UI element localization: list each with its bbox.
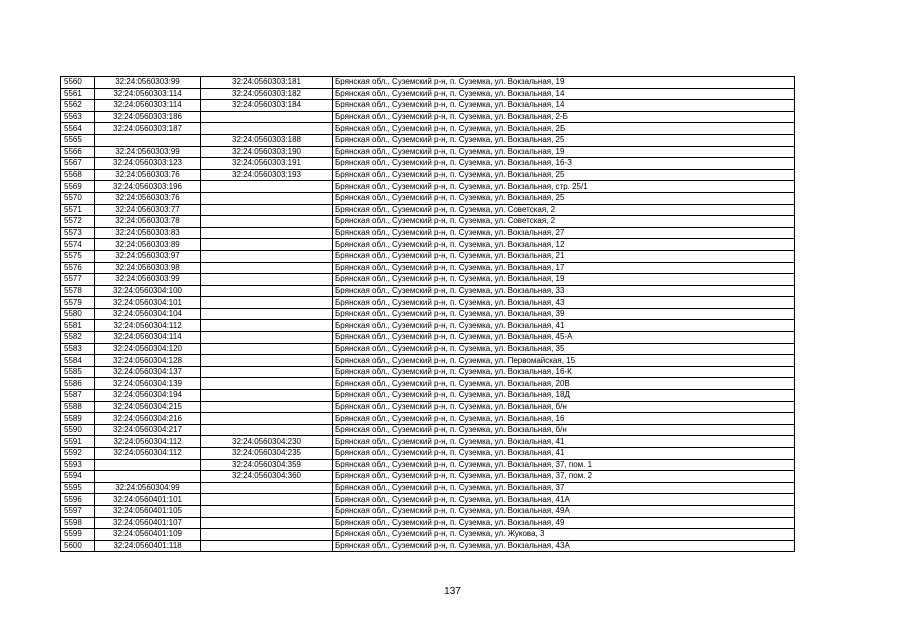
- table-row: [61, 540, 795, 552]
- table-row: [61, 169, 795, 181]
- cadastral-number-cell: 32:24:0560401:101: [95, 494, 201, 506]
- address-cell: Брянская обл., Суземский р-н, п. Суземка, ул. Вокзальная, 37: [333, 482, 795, 494]
- related-cadastral-number-cell: [201, 517, 333, 529]
- related-cadastral-number-cell: [201, 413, 333, 425]
- table-row: [61, 146, 795, 158]
- address-cell: Брянская обл., Суземский р-н, п. Суземка, ул. Вокзальная, 20В: [333, 378, 795, 390]
- cadastral-number-cell: 32:24:0560303:76: [95, 192, 201, 204]
- table-row: [61, 529, 795, 541]
- related-cadastral-number-cell: [201, 227, 333, 239]
- address-cell: Брянская обл., Суземский р-н, п. Суземка, ул. Вокзальная, 39: [333, 308, 795, 320]
- related-cadastral-number-cell: [201, 274, 333, 286]
- row-number-cell: 5563: [61, 111, 95, 123]
- address-cell: Брянская обл., Суземский р-н, п. Суземка, ул. Первомайская, 15: [333, 355, 795, 367]
- address-cell: Брянская обл., Суземский р-н, п. Суземка, ул. Жукова, 3: [333, 529, 795, 541]
- table-row: [61, 308, 795, 320]
- address-cell: Брянская обл., Суземский р-н, п. Суземка, ул. Вокзальная, 18Д: [333, 390, 795, 402]
- related-cadastral-number-cell: [201, 204, 333, 216]
- table-row: [61, 216, 795, 228]
- related-cadastral-number-cell: [201, 390, 333, 402]
- related-cadastral-number-cell: [201, 192, 333, 204]
- related-cadastral-number-cell: [201, 529, 333, 541]
- row-number-cell: 5566: [61, 146, 95, 158]
- table-row: [61, 134, 795, 146]
- cadastral-number-cell: 32:24:0560304:100: [95, 285, 201, 297]
- table-row: [61, 204, 795, 216]
- address-cell: Брянская обл., Суземский р-н, п. Суземка, ул. Вокзальная, 49А: [333, 505, 795, 517]
- address-cell: Брянская обл., Суземский р-н, п. Суземка, ул. Вокзальная, б/н: [333, 401, 795, 413]
- address-cell: Брянская обл., Суземский р-н, п. Суземка, ул. Вокзальная, 37, пом. 1: [333, 459, 795, 471]
- address-cell: Брянская обл., Суземский р-н, п. Суземка, ул. Вокзальная, 41: [333, 320, 795, 332]
- row-number-cell: 5561: [61, 88, 95, 100]
- table-row: [61, 517, 795, 529]
- address-cell: Брянская обл., Суземский р-н, п. Суземка, ул. Вокзальная, 14: [333, 88, 795, 100]
- table-row: [61, 424, 795, 436]
- table-row: [61, 471, 795, 483]
- cadastral-number-cell: 32:24:0560401:107: [95, 517, 201, 529]
- address-cell: Брянская обл., Суземский р-н, п. Суземка, ул. Вокзальная, 14: [333, 100, 795, 112]
- row-number-cell: 5594: [61, 471, 95, 483]
- cadastral-number-cell: 32:24:0560304:99: [95, 482, 201, 494]
- address-cell: Брянская обл., Суземский р-н, п. Суземка, ул. Вокзальная, 49: [333, 517, 795, 529]
- address-cell: Брянская обл., Суземский р-н, п. Суземка, ул. Вокзальная, 2-Б: [333, 111, 795, 123]
- cadastral-number-cell: 32:24:0560303:99: [95, 146, 201, 158]
- address-cell: Брянская обл., Суземский р-н, п. Суземка, ул. Вокзальная, 19: [333, 274, 795, 286]
- page-number: 137: [444, 586, 461, 597]
- cadastral-number-cell: [95, 471, 201, 483]
- address-cell: Брянская обл., Суземский р-н, п. Суземка, ул. Вокзальная, 16: [333, 413, 795, 425]
- cadastral-number-cell: 32:24:0560304:112: [95, 320, 201, 332]
- cadastral-number-cell: 32:24:0560304:101: [95, 297, 201, 309]
- related-cadastral-number-cell: [201, 494, 333, 506]
- cadastral-number-cell: 32:24:0560401:118: [95, 540, 201, 552]
- address-cell: Брянская обл., Суземский р-н, п. Суземка, ул. Вокзальная, 25: [333, 169, 795, 181]
- table-row: [61, 459, 795, 471]
- table-row: [61, 448, 795, 460]
- row-number-cell: 5560: [61, 77, 95, 89]
- related-cadastral-number-cell: [201, 308, 333, 320]
- cadastral-number-cell: 32:24:0560303:76: [95, 169, 201, 181]
- row-number-cell: 5578: [61, 285, 95, 297]
- cadastral-number-cell: 32:24:0560304:217: [95, 424, 201, 436]
- related-cadastral-number-cell: [201, 239, 333, 251]
- table-row: [61, 250, 795, 262]
- table-row: [61, 494, 795, 506]
- row-number-cell: 5567: [61, 158, 95, 170]
- table-row: [61, 390, 795, 402]
- row-number-cell: 5565: [61, 134, 95, 146]
- cadastral-number-cell: 32:24:0560303:114: [95, 100, 201, 112]
- address-cell: Брянская обл., Суземский р-н, п. Суземка, ул. Вокзальная, 25: [333, 192, 795, 204]
- related-cadastral-number-cell: [201, 320, 333, 332]
- related-cadastral-number-cell: 32:24:0560303:193: [201, 169, 333, 181]
- address-cell: Брянская обл., Суземский р-н, п. Суземка, ул. Вокзальная, 43: [333, 297, 795, 309]
- row-number-cell: 5593: [61, 459, 95, 471]
- table-row: [61, 227, 795, 239]
- cadastral-number-cell: 32:24:0560304:120: [95, 343, 201, 355]
- table-row: [61, 111, 795, 123]
- cadastral-number-cell: 32:24:0560304:112: [95, 448, 201, 460]
- row-number-cell: 5564: [61, 123, 95, 135]
- table-row: [61, 320, 795, 332]
- cadastral-number-cell: 32:24:0560303:77: [95, 204, 201, 216]
- cadastral-number-cell: 32:24:0560303:89: [95, 239, 201, 251]
- address-cell: Брянская обл., Суземский р-н, п. Суземка, ул. Вокзальная, 41А: [333, 494, 795, 506]
- row-number-cell: 5591: [61, 436, 95, 448]
- related-cadastral-number-cell: 32:24:0560303:181: [201, 77, 333, 89]
- row-number-cell: 5577: [61, 274, 95, 286]
- row-number-cell: 5590: [61, 424, 95, 436]
- table-row: [61, 482, 795, 494]
- cadastral-number-cell: 32:24:0560304:194: [95, 390, 201, 402]
- cadastral-number-cell: 32:24:0560304:139: [95, 378, 201, 390]
- cadastral-number-cell: 32:24:0560303:99: [95, 274, 201, 286]
- table-row: [61, 401, 795, 413]
- related-cadastral-number-cell: [201, 181, 333, 193]
- registry-table: [60, 76, 795, 552]
- cadastral-number-cell: 32:24:0560303:114: [95, 88, 201, 100]
- row-number-cell: 5569: [61, 181, 95, 193]
- address-cell: Брянская обл., Суземский р-н, п. Суземка, ул. Вокзальная, 27: [333, 227, 795, 239]
- related-cadastral-number-cell: [201, 355, 333, 367]
- cadastral-number-cell: 32:24:0560401:109: [95, 529, 201, 541]
- cadastral-number-cell: 32:24:0560304:112: [95, 436, 201, 448]
- cadastral-number-cell: 32:24:0560303:98: [95, 262, 201, 274]
- cadastral-number-cell: 32:24:0560304:137: [95, 366, 201, 378]
- address-cell: Брянская обл., Суземский р-н, п. Суземка, ул. Вокзальная, 43А: [333, 540, 795, 552]
- row-number-cell: 5585: [61, 366, 95, 378]
- related-cadastral-number-cell: [201, 332, 333, 344]
- table-row: [61, 378, 795, 390]
- table-row: [61, 239, 795, 251]
- address-cell: Брянская обл., Суземский р-н, п. Суземка, ул. Вокзальная, 17: [333, 262, 795, 274]
- table-row: [61, 355, 795, 367]
- address-cell: Брянская обл., Суземский р-н, п. Суземка, ул. Вокзальная, 37, пом. 2: [333, 471, 795, 483]
- table-row: [61, 343, 795, 355]
- related-cadastral-number-cell: 32:24:0560303:188: [201, 134, 333, 146]
- row-number-cell: 5595: [61, 482, 95, 494]
- related-cadastral-number-cell: [201, 123, 333, 135]
- address-cell: Брянская обл., Суземский р-н, п. Суземка, ул. Советская, 2: [333, 216, 795, 228]
- related-cadastral-number-cell: [201, 216, 333, 228]
- table-row: [61, 158, 795, 170]
- cadastral-number-cell: 32:24:0560303:187: [95, 123, 201, 135]
- address-cell: Брянская обл., Суземский р-н, п. Суземка, ул. Вокзальная, 19: [333, 77, 795, 89]
- address-cell: Брянская обл., Суземский р-н, п. Суземка, ул. Вокзальная, 33: [333, 285, 795, 297]
- row-number-cell: 5599: [61, 529, 95, 541]
- cadastral-number-cell: 32:24:0560303:186: [95, 111, 201, 123]
- row-number-cell: 5572: [61, 216, 95, 228]
- address-cell: Брянская обл., Суземский р-н, п. Суземка, ул. Вокзальная, 21: [333, 250, 795, 262]
- related-cadastral-number-cell: 32:24:0560304:235: [201, 448, 333, 460]
- related-cadastral-number-cell: [201, 343, 333, 355]
- table-row: [61, 181, 795, 193]
- related-cadastral-number-cell: [201, 262, 333, 274]
- row-number-cell: 5588: [61, 401, 95, 413]
- related-cadastral-number-cell: 32:24:0560304:360: [201, 471, 333, 483]
- row-number-cell: 5576: [61, 262, 95, 274]
- related-cadastral-number-cell: [201, 482, 333, 494]
- table-row: [61, 332, 795, 344]
- cadastral-number-cell: 32:24:0560303:78: [95, 216, 201, 228]
- row-number-cell: 5597: [61, 505, 95, 517]
- cadastral-number-cell: 32:24:0560304:216: [95, 413, 201, 425]
- table-row: [61, 262, 795, 274]
- related-cadastral-number-cell: 32:24:0560303:182: [201, 88, 333, 100]
- address-cell: Брянская обл., Суземский р-н, п. Суземка, ул. Вокзальная, 35: [333, 343, 795, 355]
- row-number-cell: 5571: [61, 204, 95, 216]
- row-number-cell: 5574: [61, 239, 95, 251]
- row-number-cell: 5568: [61, 169, 95, 181]
- table-row: [61, 413, 795, 425]
- table-row: [61, 88, 795, 100]
- row-number-cell: 5581: [61, 320, 95, 332]
- address-cell: Брянская обл., Суземский р-н, п. Суземка, ул. Вокзальная, 19: [333, 146, 795, 158]
- table-row: [61, 366, 795, 378]
- cadastral-number-cell: 32:24:0560401:105: [95, 505, 201, 517]
- row-number-cell: 5575: [61, 250, 95, 262]
- table-row: [61, 100, 795, 112]
- row-number-cell: 5589: [61, 413, 95, 425]
- related-cadastral-number-cell: [201, 297, 333, 309]
- address-cell: Брянская обл., Суземский р-н, п. Суземка, ул. Вокзальная, 16-К: [333, 366, 795, 378]
- row-number-cell: 5580: [61, 308, 95, 320]
- table-row: [61, 285, 795, 297]
- related-cadastral-number-cell: 32:24:0560303:190: [201, 146, 333, 158]
- table-row: [61, 505, 795, 517]
- table-row: [61, 77, 795, 89]
- address-cell: Брянская обл., Суземский р-н, п. Суземка, ул. Советская, 2: [333, 204, 795, 216]
- cadastral-number-cell: 32:24:0560304:104: [95, 308, 201, 320]
- address-cell: Брянская обл., Суземский р-н, п. Суземка, ул. Вокзальная, 41: [333, 448, 795, 460]
- address-cell: Брянская обл., Суземский р-н, п. Суземка, ул. Вокзальная, 41: [333, 436, 795, 448]
- related-cadastral-number-cell: [201, 401, 333, 413]
- row-number-cell: 5562: [61, 100, 95, 112]
- registry-table-body: [61, 77, 795, 552]
- cadastral-number-cell: 32:24:0560303:99: [95, 77, 201, 89]
- cadastral-number-cell: 32:24:0560303:196: [95, 181, 201, 193]
- cadastral-number-cell: 32:24:0560304:128: [95, 355, 201, 367]
- row-number-cell: 5586: [61, 378, 95, 390]
- row-number-cell: 5570: [61, 192, 95, 204]
- row-number-cell: 5587: [61, 390, 95, 402]
- related-cadastral-number-cell: 32:24:0560303:191: [201, 158, 333, 170]
- address-cell: Брянская обл., Суземский р-н, п. Суземка, ул. Вокзальная, 25: [333, 134, 795, 146]
- related-cadastral-number-cell: [201, 250, 333, 262]
- related-cadastral-number-cell: [201, 378, 333, 390]
- address-cell: Брянская обл., Суземский р-н, п. Суземка, ул. Вокзальная, стр. 25/1: [333, 181, 795, 193]
- address-cell: Брянская обл., Суземский р-н, п. Суземка, ул. Вокзальная, 45-А: [333, 332, 795, 344]
- row-number-cell: 5573: [61, 227, 95, 239]
- cadastral-number-cell: [95, 134, 201, 146]
- related-cadastral-number-cell: 32:24:0560304:230: [201, 436, 333, 448]
- table-row: [61, 274, 795, 286]
- cadastral-number-cell: 32:24:0560303:97: [95, 250, 201, 262]
- row-number-cell: 5596: [61, 494, 95, 506]
- address-cell: Брянская обл., Суземский р-н, п. Суземка, ул. Вокзальная, 2Б: [333, 123, 795, 135]
- table-row: [61, 436, 795, 448]
- row-number-cell: 5592: [61, 448, 95, 460]
- row-number-cell: 5600: [61, 540, 95, 552]
- row-number-cell: 5584: [61, 355, 95, 367]
- address-cell: Брянская обл., Суземский р-н, п. Суземка, ул. Вокзальная, 16-З: [333, 158, 795, 170]
- table-row: [61, 123, 795, 135]
- related-cadastral-number-cell: [201, 505, 333, 517]
- row-number-cell: 5582: [61, 332, 95, 344]
- row-number-cell: 5583: [61, 343, 95, 355]
- table-row: [61, 297, 795, 309]
- related-cadastral-number-cell: [201, 424, 333, 436]
- cadastral-number-cell: 32:24:0560304:215: [95, 401, 201, 413]
- related-cadastral-number-cell: 32:24:0560303:184: [201, 100, 333, 112]
- related-cadastral-number-cell: [201, 540, 333, 552]
- related-cadastral-number-cell: 32:24:0560304:359: [201, 459, 333, 471]
- related-cadastral-number-cell: [201, 366, 333, 378]
- row-number-cell: 5598: [61, 517, 95, 529]
- address-cell: Брянская обл., Суземский р-н, п. Суземка, ул. Вокзальная, 12: [333, 239, 795, 251]
- cadastral-number-cell: 32:24:0560303:83: [95, 227, 201, 239]
- related-cadastral-number-cell: [201, 111, 333, 123]
- table-row: [61, 192, 795, 204]
- related-cadastral-number-cell: [201, 285, 333, 297]
- cadastral-number-cell: 32:24:0560303:123: [95, 158, 201, 170]
- row-number-cell: 5579: [61, 297, 95, 309]
- address-cell: Брянская обл., Суземский р-н, п. Суземка, ул. Вокзальная, б/н: [333, 424, 795, 436]
- cadastral-number-cell: 32:24:0560304:114: [95, 332, 201, 344]
- cadastral-number-cell: [95, 459, 201, 471]
